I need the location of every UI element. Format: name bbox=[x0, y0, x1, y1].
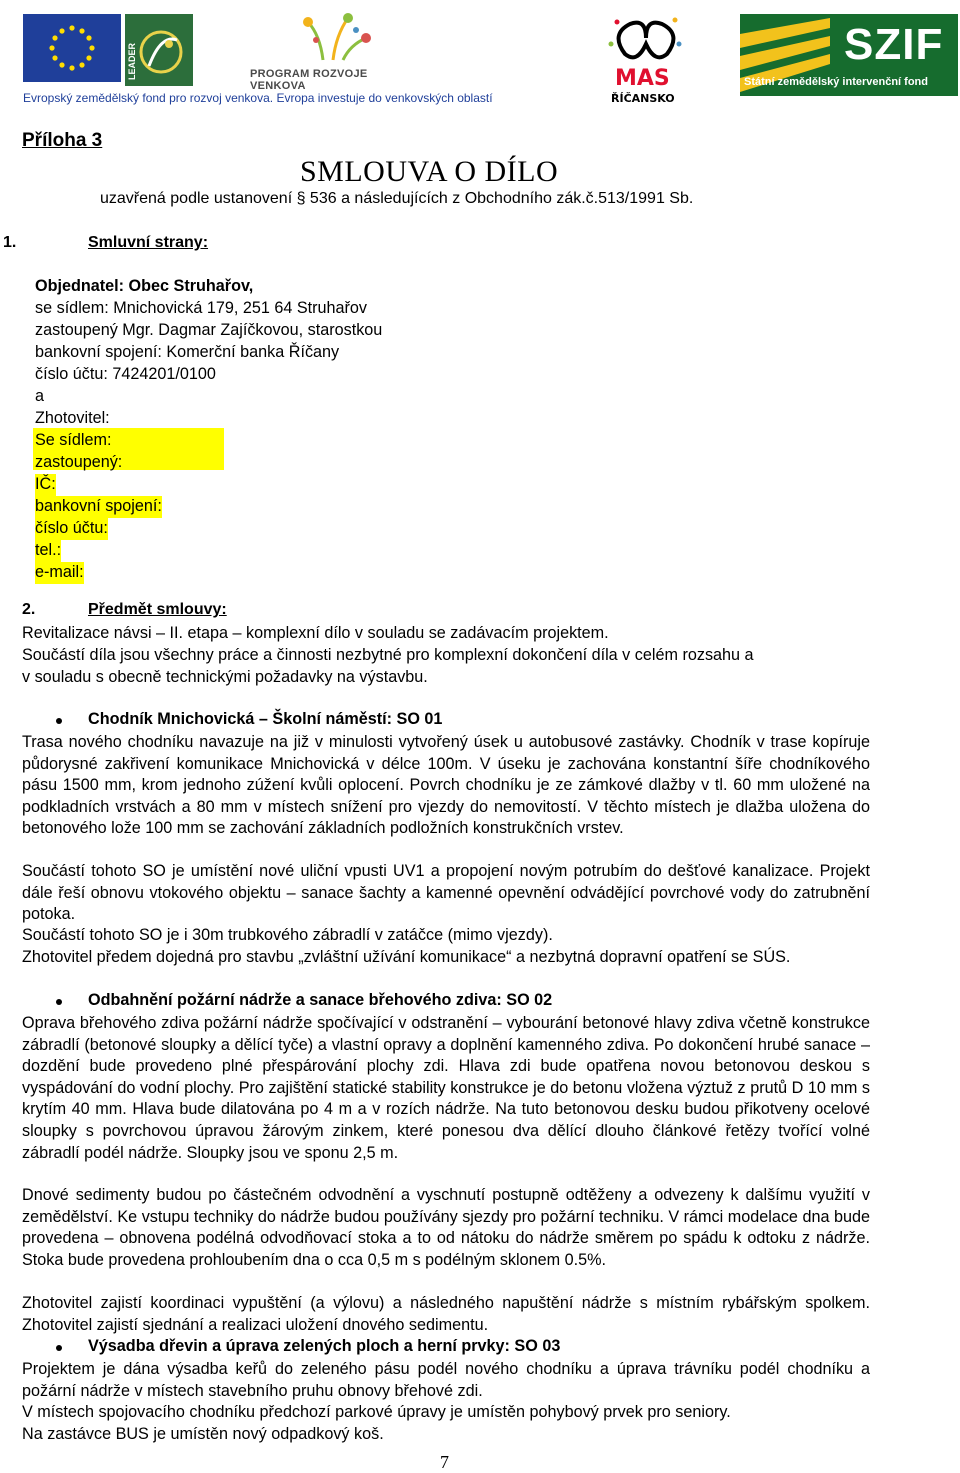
eu-stars-icon bbox=[23, 14, 121, 82]
contractor-account-field: číslo účtu: bbox=[35, 518, 108, 540]
bullet-icon bbox=[56, 999, 62, 1005]
prv-label: PROGRAM ROZVOJE VENKOVA bbox=[250, 68, 368, 92]
so1-title: Chodník Mnichovická – Školní náměstí: SO 01 bbox=[88, 710, 443, 728]
annex-label: Příloha 3 bbox=[22, 130, 103, 151]
so1-paragraph-1: Trasa nového chodníku navazuje na již v minulosti vytvořený úsek u autobusové zastávky. Chodník v trase kopíruje půdorysné zakřivení komunikace Mnichovická v délce 100m. V úseku je zachována konstantní šíře chodníkového pásu 1500 mm, krom jednoho zúžení kvůli oplocení. Povrch chodníku je ze zámkové dlažby v tl. 60 mm uložené na podkladních vrstvách a 80 mm v místech snížení pro vjezdy do nemovitostí. V těchto místech je dlažba uložena do betonového lože 100 mm se zachování základních podložních konstrukčních vrstev. bbox=[22, 733, 870, 838]
section-1-number: 1. bbox=[3, 234, 17, 251]
client-seat: se sídlem: Mnichovická 179, 251 64 Struhařov bbox=[35, 299, 368, 317]
document-title: SMLOUVA O DÍLO bbox=[300, 155, 559, 188]
so3-title: Výsadba dřevin a úprava zelených ploch a herní prvky: SO 03 bbox=[88, 1337, 561, 1355]
section-2-number: 2. bbox=[22, 601, 36, 618]
subject-line-1: Revitalizace návsi – II. etapa – komplexní dílo v souladu se zadávacím projektem. bbox=[22, 624, 609, 642]
contractor-bank-field: bankovní spojení: bbox=[35, 496, 162, 518]
prv-logo bbox=[248, 10, 418, 90]
client-representative: zastoupený Mgr. Dagmar Zajíčkovou, starostkou bbox=[35, 321, 383, 339]
eu-flag-logo bbox=[23, 14, 121, 82]
prv-plants-icon bbox=[248, 10, 418, 65]
page-number: 7 bbox=[440, 1452, 449, 1472]
subject-line-2: Součástí díla jsou všechny práce a činnosti nezbytné pro komplexní dokončení díla v celém rozsahu a bbox=[22, 646, 754, 664]
section-2-title: Předmět smlouvy: bbox=[88, 601, 227, 618]
client-name: Objednatel: Obec Struhařov, bbox=[35, 277, 254, 295]
so3-paragraph-2: V místech spojovacího chodníku předchozí parkové úpravy je umístěn pohybový prvek pro seniory. bbox=[22, 1403, 731, 1421]
mas-logo bbox=[605, 14, 687, 106]
bullet-icon bbox=[56, 1345, 62, 1351]
document-subtitle: uzavřená podle ustanovení § 536 a následujících z Obchodního zák.č.513/1991 Sb. bbox=[100, 190, 694, 207]
mas-label: MAS bbox=[615, 66, 670, 91]
contractor-email-field: e-mail: bbox=[35, 562, 84, 584]
client-account: číslo účtu: 7424201/0100 bbox=[35, 365, 216, 383]
so2-paragraph-2: Dnové sedimenty budou po částečném odvodnění a vyschnutí postupně odtěženy a odvezeny k dalšímu využití v zemědělství. Ke vstupu techniky do nádrže budou používány sjezdy pro požární techniku. V rámci modelace dna bude provedena – obnovena podélná odvodňovací stoka a to od nátoku do nádrže směrem po spádu k odtoku z nádrže. Stoka bude provedena prohloubením dna o cca 0,5 m s podélným sklonem 0.5%. bbox=[22, 1186, 870, 1269]
so1-paragraph-3: Součástí tohoto SO je i 30m trubkového zábradlí v zatáčce (mimo vjezdy). bbox=[22, 926, 553, 944]
so2-paragraph-3: Zhotovitel zajistí koordinaci vypuštění (a výlovu) a následného napuštění nádrže s místním rybářským spolkem. Zhotovitel zajistí sjednání a realizaci uložení dnového sedimentu. bbox=[22, 1294, 870, 1334]
contractor-label: Zhotovitel: bbox=[35, 409, 110, 427]
szif-logo bbox=[740, 14, 958, 96]
mas-pretzel-icon bbox=[605, 14, 687, 64]
mas-sub-label: ŘÍČANSKO bbox=[611, 92, 675, 105]
client-bank: bankovní spojení: Komerční banka Říčany bbox=[35, 343, 340, 361]
contractor-tel-field: tel.: bbox=[35, 540, 61, 562]
szif-sub-label: Státní zemědělský intervenční fond bbox=[744, 76, 928, 88]
and-label: a bbox=[35, 387, 45, 405]
header-tagline: Evropský zemědělský fond pro rozvoj venkova. Evropa investuje do venkovských oblastí bbox=[23, 91, 493, 105]
leader-label: LEADER bbox=[127, 42, 137, 80]
subject-line-3: v souladu s obecně technickými požadavky na výstavbu. bbox=[22, 668, 428, 686]
bullet-icon bbox=[56, 718, 62, 724]
so3-paragraph-1: Projektem je dána výsadba keřů do zeleného pásu podél nového chodníku a úprava trávníku podél chodníku a požární nádrže v místech stavebního pruhu obnovy břehové zdi. bbox=[22, 1360, 870, 1400]
so1-paragraph-2: Součástí tohoto SO je umístění nové uliční vpusti UV1 a propojení novým potrubím do dešťové kanalizace. Projekt dále řeší obnovu vtokového objektu – sanace šachty a kamenné opevnění odvádějící povrchové vody do zatrubnění potoka. bbox=[22, 862, 870, 924]
contractor-seat-field: Se sídlem: bbox=[35, 431, 112, 449]
so2-paragraph-1: Oprava břehového zdiva požární nádrže spočívající v odstranění – vybourání betonové hlavy zdiva včetně konstrukce zábradlí (betonové sloupky a dělící tyče) a vlastní opravy a doplnění kamenného zdiva. Po dokončení hrubé sanace – dozdění bude provedeno plné přespárování plochy zdi. Hlava zdi bude opatřena novou betonovou deskou s vyspádování do vodní plochy. Pro zajištění statické stability konstrukce je do betonu vložena výztuž z prutů D 10 mm s krytím 40 mm. Hlava bude dilatována po 4 m a v rozích nádrže. Na tuto betonovou desku budou přikotveny ocelové sloupky s povrchovou úpravou žárovým zinkem, které ponesou dva dělící dlouho článkové řetězy tvořící volné zábradlí podél nádrže. Sloupky jsou ve sponu 2,5 m. bbox=[22, 1014, 870, 1162]
leader-logo bbox=[125, 14, 193, 86]
section-1-title: Smluvní strany: bbox=[88, 234, 209, 251]
so3-paragraph-3: Na zastávce BUS je umístěn nový odpadkový koš. bbox=[22, 1425, 384, 1443]
contractor-ic-field: IČ: bbox=[35, 474, 56, 496]
so1-paragraph-4: Zhotovitel předem dojedná pro stavbu „zvláštní užívání komunikace“ a nezbytná dopravní opatření se SÚS. bbox=[22, 948, 791, 966]
contractor-representative-field: zastoupený: bbox=[35, 453, 123, 471]
so2-title: Odbahnění požární nádrže a sanace břehového zdiva: SO 02 bbox=[88, 991, 553, 1009]
szif-label: SZIF bbox=[844, 20, 944, 69]
